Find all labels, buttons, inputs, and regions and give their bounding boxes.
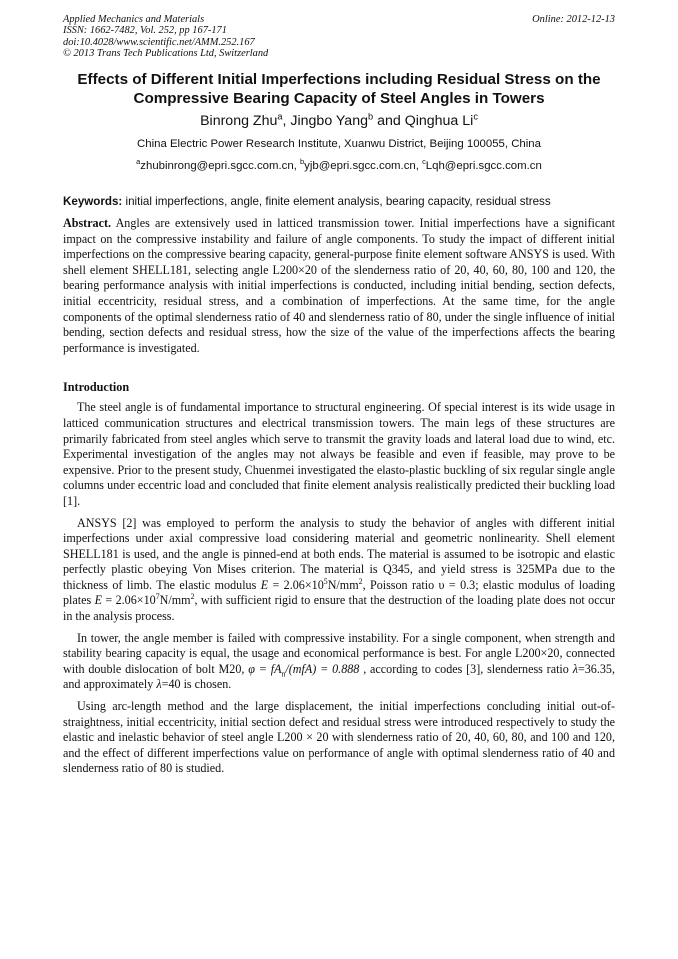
paper-page	[63, 14, 615, 777]
title-line-1: Effects of Different Initial Imperfections including Residual Stress on the	[77, 71, 601, 88]
paragraph-text: =36.35, and approximately	[63, 661, 615, 692]
paragraph-text: In tower, the angle member is failed with compressive instability. For a single component, when strength and stability bearing capacity is equal, the usage and economical performance is best. For angle L200×20, connected with double dislocation of bolt M20,	[63, 630, 615, 676]
math-variable: E	[260, 577, 269, 592]
email-list	[63, 159, 615, 173]
author-list	[63, 112, 615, 130]
math-exponent: 2	[190, 592, 195, 602]
paragraph-text: , with sufficient rigid to ensure that the destruction of the loading plate does not occur in the analysis process.	[63, 593, 616, 624]
email-link[interactable]: zhubinrong@epri.sgcc.com.cn	[140, 160, 294, 172]
paragraph-text: , according to codes [3], slenderness ratio	[359, 661, 573, 676]
math-value: = 2.06×10	[268, 577, 324, 592]
math-symbol-lambda: λ	[572, 661, 578, 676]
math-exponent: 7	[155, 592, 160, 602]
paragraph-text: ANSYS [2] was employed to perform the analysis to study the behavior of angles with different initial imperfections under axial compressive load considering material and geometric nonlinearity. Shell element SHELL181 is used, and the angle is pinned-end at both ends. The material is assumed to be isotropic and elastic perfectly plastic obeying Von Mises criterion. The material is Q345, and yield stress is 325MPa due to the thickness of limb. The elastic modulus	[63, 515, 615, 592]
online-date: Online: 2012-12-13	[532, 14, 615, 25]
paper-title	[63, 70, 615, 108]
math-subscript: n	[281, 669, 286, 679]
math-exponent: 5	[323, 576, 328, 586]
email-separator: ,	[415, 160, 423, 172]
math-unit: N/mm	[327, 577, 359, 592]
intro-paragraph-3	[63, 631, 615, 693]
paragraph-text: , Poisson ratio υ = 0.3; elastic modulus of loading plates	[63, 577, 615, 608]
math-variable: E	[94, 593, 102, 608]
author-name: Jingbo Yang	[290, 113, 368, 129]
author-separator: ,	[282, 113, 291, 129]
abstract-label: Abstract.	[63, 216, 112, 230]
math-exponent: 2	[358, 576, 363, 586]
copyright-line: © 2013 Trans Tech Publications Ltd, Switzerland	[63, 48, 269, 60]
author-affil-mark: c	[473, 111, 478, 122]
section-heading-introduction: Introduction	[63, 380, 130, 395]
author-affil-mark: a	[277, 111, 283, 122]
affiliation: China Electric Power Research Institute, Xuanwu District, Beijing 100055, China	[137, 138, 541, 150]
author-name: Qinghua Li	[404, 113, 474, 129]
email-link[interactable]: yjb@epri.sgcc.com.cn	[304, 160, 416, 172]
math-value: = 2.06×10	[102, 593, 156, 608]
email-mark: a	[136, 157, 141, 167]
keywords	[63, 195, 615, 209]
doi-line: doi:10.4028/www.scientific.net/AMM.252.167	[63, 36, 255, 48]
intro-paragraph-2	[63, 516, 615, 625]
math-unit: N/mm	[159, 593, 191, 608]
author-name: Binrong Zhu	[200, 113, 278, 129]
journal-name: Applied Mechanics and Materials	[63, 14, 205, 25]
keywords-text: initial imperfections, angle, finite element analysis, bearing capacity, residual stress	[125, 195, 551, 208]
email-mark: c	[422, 157, 426, 167]
paragraph-text: =40 is chosen.	[161, 677, 232, 692]
email-link[interactable]: Lqh@epri.sgcc.com.cn	[425, 160, 542, 172]
email-separator: ,	[293, 160, 301, 172]
title-line-2: Compressive Bearing Capacity of Steel Angles in Towers	[133, 90, 545, 107]
author-separator: and	[373, 113, 405, 129]
email-mark: b	[300, 157, 305, 167]
math-symbol-lambda: λ	[156, 677, 162, 692]
abstract	[63, 216, 615, 356]
math-formula: /(mfA) = 0.888	[285, 661, 360, 676]
intro-paragraph-4: Using arc-length method and the large displacement, the initial imperfections concluding initial out-of-straightness, initial eccentricity, initial section defect and residual stress were introduced respectively to study the elastic and inelastic behavior of steel angle L200 × 20 with slenderness ratio of 20, 40, 60, 80, and 100 and 120, and the effect of different imperfections value on performance of angle with optimal slenderness ratio of 40 and slenderness ratio of 80 is studied.	[63, 699, 615, 776]
issn-line: ISSN: 1662-7482, Vol. 252, pp 167-171	[63, 25, 227, 37]
keywords-label: Keywords:	[63, 195, 123, 208]
abstract-text: Angles are extensively used in latticed transmission tower. Initial imperfections have a significant impact on the compressive instability and failure of angle components. To study the impact of different initial imperfections on the compressive bearing capacity, general-purpose finite element software ANSYS is used. With shell element SHELL181, selecting angle L200×20 of the slenderness ratio of 20, 40, 60, 80, 100 and 120, the bearing performance analysis with initial imperfections is conducted, including initial bending, section defects, initial eccentricity, residual stress, and a combination of imperfections. At the same time, for the angle components of the optimal slenderness ratio of 40 and slenderness ratio of 80, under the single influence of initial bending, section defects and residual stress, how the size of the value of the imperfections affects the bearing performance is investigated.	[63, 216, 616, 355]
math-formula: φ = fA	[248, 661, 282, 676]
journal-header	[63, 14, 615, 66]
intro-paragraph-1: The steel angle is of fundamental importance to structural engineering. Of special interest is its wide usage in latticed communication structures and electrical transmission towers. The main legs of these structures are primarily fabricated from steel angles which serve to transmit the gravity loads and lateral load due to wind, etc. Experimental investigation of the angles may not always be feasible and even if feasible, may prove to be expensive. Prior to the present study, Chuenmei investigated the elasto-plastic buckling of six regular single angle columns under eccentric load and concluded that finite element analysis realistically predicted their buckling load [1].	[63, 400, 615, 508]
author-affil-mark: b	[367, 111, 374, 122]
